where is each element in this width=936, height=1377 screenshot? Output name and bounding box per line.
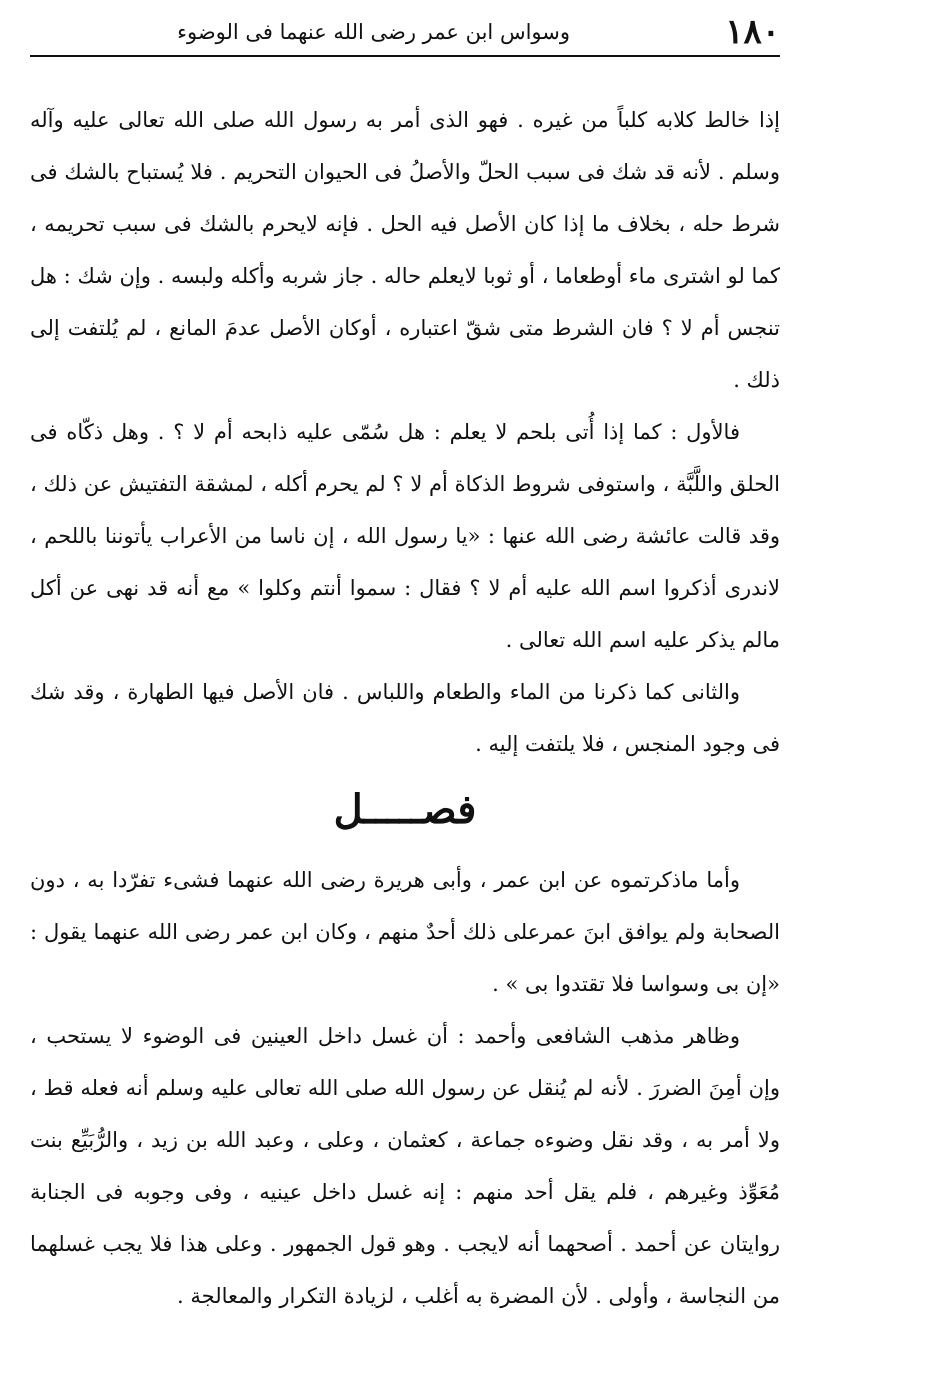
paragraph: وأما ماذكرتموه عن ابن عمر ، وأبى هريرة رضى الله عنهما فشىء تفرّدا به ، دون الصحابة ولم يوافق ابنَ عمرعلى ذلك أحدٌ منهم ، وكان ابن عمر رضى الله عنهما يقول : «إن بى وسواسا فلا تقتدوا بى » . xyxy=(30,868,780,996)
text-block-top xyxy=(30,94,780,770)
paragraph: والثانى كما ذكرنا من الماء والطعام واللباس . فان الأصل فيها الطهارة ، وقد شك فى وجود المنجس ، فلا يلتفت إليه . xyxy=(30,680,780,756)
paragraph: إذا خالط كلابه كلباً من غيره . فهو الذى أمر به رسول الله صلى الله تعالى عليه وآله وسلم . لأنه قد شك فى سبب الحلّ والأصلُ فى الحيوان التحريم . فلا يُستباح بالشك فى شرط حله ، بخلاف ما إذا كان الأصل فيه الحل . فإنه لايحرم بالشك فى سبب تحريمه ، كما لو اشترى ماء أوطعاما ، أو ثوبا لايعلم حاله . جاز شربه وأكله ولبسه . وإن شك : هل تنجس أم لا ؟ فان الشرط متى شقّ اعتباره ، أوكان الأصل عدمَ المانع ، لم يُلتفت إلى ذلك . xyxy=(30,108,780,392)
section-heading: فصـــــل xyxy=(333,786,477,833)
paragraph: فالأول : كما إذا أُتى بلحم لا يعلم : هل سُمّى عليه ذابحه أم لا ؟ . وهل ذكّاه فى الحلق واللَّبَّة ، واستوفى شروط الذكاة أم لا ؟ لم يحرم أكله ، لمشقة التفتيش عن ذلك ، وقد قالت عائشة رضى الله عنها : «يا رسول الله ، إن ناسا من الأعراب يأتوننا باللحم ، لاندرى أذكروا اسم الله عليه أم لا ؟ فقال : سموا أنتم وكلوا » مع أنه قد نهى عن أكل مالم يذكر عليه اسم الله تعالى . xyxy=(30,420,780,652)
running-head xyxy=(30,8,780,52)
running-title: وسواس ابن عمر رضى الله عنهما فى الوضوء xyxy=(177,20,570,44)
text-block-bottom xyxy=(30,854,780,1322)
page-number: ١٨٠ xyxy=(725,12,780,52)
header-rule xyxy=(30,55,780,57)
paragraph: وظاهر مذهب الشافعى وأحمد : أن غسل داخل العينين فى الوضوء لا يستحب ، وإن أمِنَ الضررَ . لأنه لم يُنقل عن رسول الله صلى الله تعالى عليه وسلم أنه فعله قط ، ولا أمر به ، وقد نقل وضوءه جماعة ، كعثمان ، وعلى ، وعبد الله بن زيد ، والرُّبَيِّع بنت مُعَوِّذ وغيرهم ، فلم يقل أحد منهم : إنه غسل داخل عينيه ، وفى وجوبه فى الجنابة روايتان عن أحمد . أصحهما أنه لايجب . وهو قول الجمهور . وعلى هذا فلا يجب غسلهما من النجاسة ، وأولى . لأن المضرة به أغلب ، لزيادة التكرار والمعالجة . xyxy=(30,1024,780,1308)
